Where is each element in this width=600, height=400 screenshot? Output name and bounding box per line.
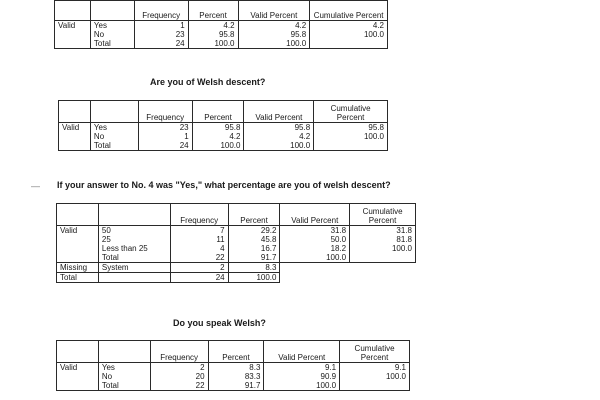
table-row: [59, 132, 388, 141]
header-cumulative-percent: Cumulative Percent: [314, 101, 388, 123]
cell-percent: 100.0: [192, 141, 244, 151]
header-cumulative-percent: Cumulative Percent: [340, 341, 410, 363]
cell-valid-percent: 95.8: [244, 123, 314, 133]
row-group: [57, 253, 99, 263]
cell-valid-percent: 50.0: [280, 235, 350, 244]
row-label: Total: [98, 253, 170, 263]
table-row: [57, 226, 416, 236]
cell-cumulative-percent: 9.1: [340, 363, 410, 373]
row-group: [57, 235, 99, 244]
cell-percent: 8.3: [208, 363, 264, 373]
cell-frequency: 24: [170, 273, 228, 283]
cell-cumulative-percent: 100.0: [310, 30, 388, 39]
row-group: Total: [57, 273, 99, 283]
row-label: 25: [98, 235, 170, 244]
cell-frequency: 4: [170, 244, 228, 253]
header-valid-percent: Valid Percent: [238, 1, 310, 21]
cell-frequency: 2: [150, 363, 208, 373]
header-cumulative-percent: Cumulative Percent: [350, 204, 416, 226]
cell-cumulative-percent: [314, 141, 388, 151]
header-valid-percent: Valid Percent: [264, 341, 340, 363]
table-row: [55, 30, 388, 39]
header-percent: Percent: [208, 341, 264, 363]
header-cell: [57, 204, 99, 226]
table-header-row: [59, 101, 388, 123]
cell-percent: 91.7: [208, 381, 264, 391]
table-2: [58, 100, 388, 151]
header-frequency: Frequency: [150, 341, 208, 363]
row-label: No: [98, 372, 150, 381]
header-cell: [90, 101, 138, 123]
row-label: Yes: [90, 21, 134, 31]
cell-frequency: 22: [150, 381, 208, 391]
cell-cumulative-percent: [310, 39, 388, 49]
table-3-title: If your answer to No. 4 was "Yes," what percentage are you of welsh descent?: [57, 180, 391, 190]
table-row: [57, 372, 410, 381]
row-label: Yes: [98, 363, 150, 373]
row-group: [55, 39, 91, 49]
table-2-title: Are you of Welsh descent?: [150, 77, 266, 87]
cell-cumulative-percent: 100.0: [350, 244, 416, 253]
empty-cell: [280, 273, 350, 283]
cell-valid-percent: 95.8: [238, 30, 310, 39]
cell-cumulative-percent: 100.0: [340, 372, 410, 381]
empty-cell: [350, 273, 416, 283]
table-row: [55, 21, 388, 31]
margin-mark: —: [31, 181, 40, 191]
empty-cell: [280, 263, 350, 273]
cell-frequency: 24: [138, 141, 192, 151]
header-cell: [59, 101, 91, 123]
row-group: Valid: [59, 123, 91, 133]
header-valid-percent: Valid Percent: [280, 204, 350, 226]
header-cell: [90, 1, 134, 21]
cell-percent: 8.3: [228, 263, 280, 273]
cell-valid-percent: 100.0: [264, 381, 340, 391]
header-valid-percent: Valid Percent: [244, 101, 314, 123]
row-label: Yes: [90, 123, 138, 133]
cell-cumulative-percent: 100.0: [314, 132, 388, 141]
cell-percent: 4.2: [188, 21, 238, 31]
table-header-row: [57, 341, 410, 363]
header-frequency: Frequency: [134, 1, 188, 21]
table-header-row: [55, 1, 388, 21]
table-row-total: [57, 273, 416, 283]
cell-percent: 83.3: [208, 372, 264, 381]
header-percent: Percent: [228, 204, 280, 226]
table-1: [54, 0, 388, 49]
cell-percent: 95.8: [188, 30, 238, 39]
table-row-missing: [57, 263, 416, 273]
header-percent: Percent: [188, 1, 238, 21]
row-label: 50: [98, 226, 170, 236]
row-label: [98, 273, 170, 283]
cell-valid-percent: 100.0: [244, 141, 314, 151]
table-header-row: [57, 204, 416, 226]
cell-percent: 4.2: [192, 132, 244, 141]
cell-frequency: 20: [150, 372, 208, 381]
table-row: [57, 381, 410, 391]
table-row: [57, 253, 416, 263]
row-group: Valid: [57, 363, 99, 373]
table-row: [57, 244, 416, 253]
cell-percent: 45.8: [228, 235, 280, 244]
cell-frequency: 1: [134, 21, 188, 31]
cell-valid-percent: 4.2: [238, 21, 310, 31]
row-label: Less than 25: [98, 244, 170, 253]
table-row: [59, 141, 388, 151]
cell-percent: 100.0: [228, 273, 280, 283]
header-frequency: Frequency: [170, 204, 228, 226]
row-group: Valid: [57, 226, 99, 236]
row-label: No: [90, 30, 134, 39]
cell-frequency: 2: [170, 263, 228, 273]
row-group: [57, 372, 99, 381]
cell-valid-percent: 18.2: [280, 244, 350, 253]
row-label: Total: [90, 141, 138, 151]
cell-valid-percent: 100.0: [280, 253, 350, 263]
cell-percent: 100.0: [188, 39, 238, 49]
header-cell: [98, 204, 170, 226]
cell-valid-percent: 31.8: [280, 226, 350, 236]
cell-cumulative-percent: 4.2: [310, 21, 388, 31]
table-4: [56, 340, 410, 391]
row-group: [57, 244, 99, 253]
row-group: Valid: [55, 21, 91, 31]
header-cell: [55, 1, 91, 21]
cell-valid-percent: 90.9: [264, 372, 340, 381]
cell-percent: 16.7: [228, 244, 280, 253]
cell-frequency: 7: [170, 226, 228, 236]
header-cell: [98, 341, 150, 363]
row-group: Missing: [57, 263, 99, 273]
row-group: [55, 30, 91, 39]
cell-cumulative-percent: 31.8: [350, 226, 416, 236]
cell-percent: 29.2: [228, 226, 280, 236]
row-label: Total: [90, 39, 134, 49]
header-cumulative-percent: Cumulative Percent: [310, 1, 388, 21]
row-group: [59, 141, 91, 151]
cell-frequency: 24: [134, 39, 188, 49]
table-row: [59, 123, 388, 133]
table-row: [57, 363, 410, 373]
cell-percent: 95.8: [192, 123, 244, 133]
cell-cumulative-percent: 95.8: [314, 123, 388, 133]
row-label: No: [90, 132, 138, 141]
row-group: [57, 381, 99, 391]
table-row: [57, 235, 416, 244]
header-percent: Percent: [192, 101, 244, 123]
cell-cumulative-percent: 81.8: [350, 235, 416, 244]
header-cell: [57, 341, 99, 363]
cell-frequency: 23: [134, 30, 188, 39]
cell-cumulative-percent: [340, 381, 410, 391]
table-3: [56, 203, 416, 283]
cell-frequency: 11: [170, 235, 228, 244]
header-frequency: Frequency: [138, 101, 192, 123]
table-row: [55, 39, 388, 49]
table-4-title: Do you speak Welsh?: [173, 318, 266, 328]
cell-frequency: 23: [138, 123, 192, 133]
row-group: [59, 132, 91, 141]
cell-frequency: 22: [170, 253, 228, 263]
cell-frequency: 1: [138, 132, 192, 141]
row-label: System: [98, 263, 170, 273]
cell-valid-percent: 4.2: [244, 132, 314, 141]
cell-valid-percent: 9.1: [264, 363, 340, 373]
cell-cumulative-percent: [350, 253, 416, 263]
cell-percent: 91.7: [228, 253, 280, 263]
empty-cell: [350, 263, 416, 273]
cell-valid-percent: 100.0: [238, 39, 310, 49]
row-label: Total: [98, 381, 150, 391]
